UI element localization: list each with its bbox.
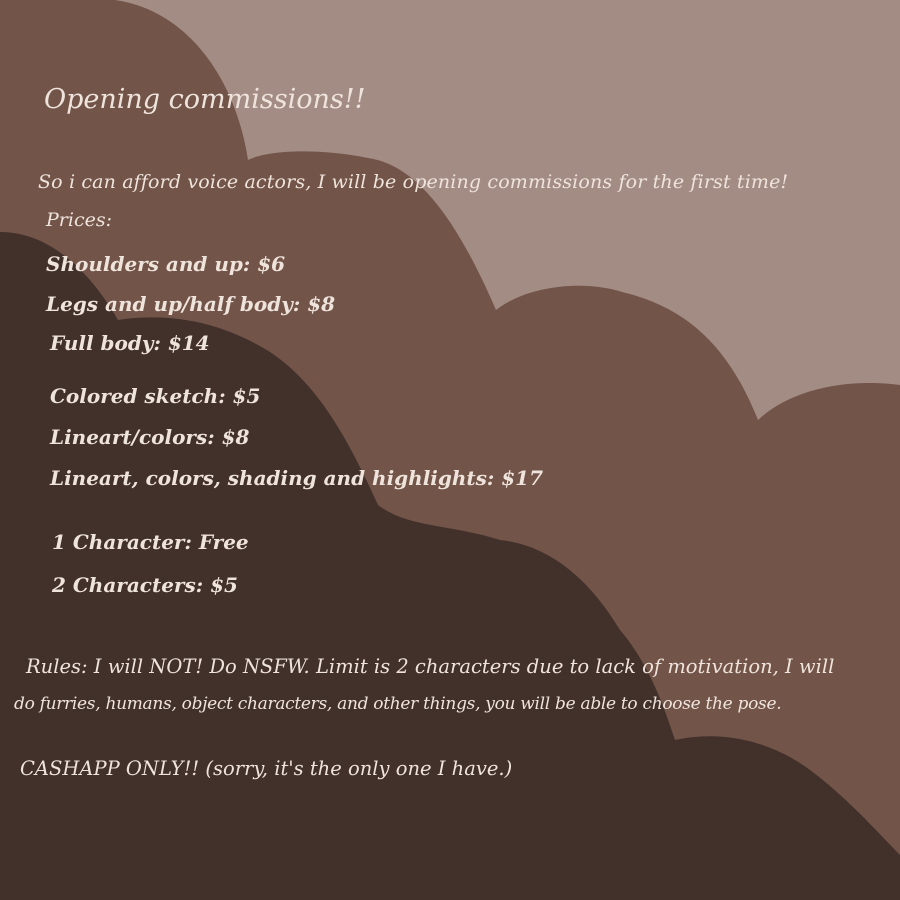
price-item: Legs and up/half body: $8: [46, 292, 336, 316]
intro-text: So i can afford voice actors, I will be opening commissions for the first time!: [38, 171, 789, 193]
payment-note: CASHAPP ONLY!! (sorry, it's the only one I have.): [20, 757, 513, 780]
rules-line-2: do furries, humans, object characters, and other things, you will be able to choose the pose.: [14, 694, 782, 714]
price-item: Full body: $14: [50, 331, 210, 355]
price-item: Lineart/colors: $8: [50, 425, 250, 449]
price-item: Shoulders and up: $6: [46, 252, 286, 276]
character-price-item: 1 Character: Free: [52, 530, 249, 554]
character-price-item: 2 Characters: $5: [52, 573, 238, 597]
page-title: Opening commissions!!: [44, 84, 366, 115]
prices-heading: Prices:: [46, 209, 112, 231]
price-item: Lineart, colors, shading and highlights: $17: [50, 466, 544, 490]
price-item: Colored sketch: $5: [50, 384, 261, 408]
rules-line-1: Rules: I will NOT! Do NSFW. Limit is 2 characters due to lack of motivation, I will: [26, 655, 835, 678]
